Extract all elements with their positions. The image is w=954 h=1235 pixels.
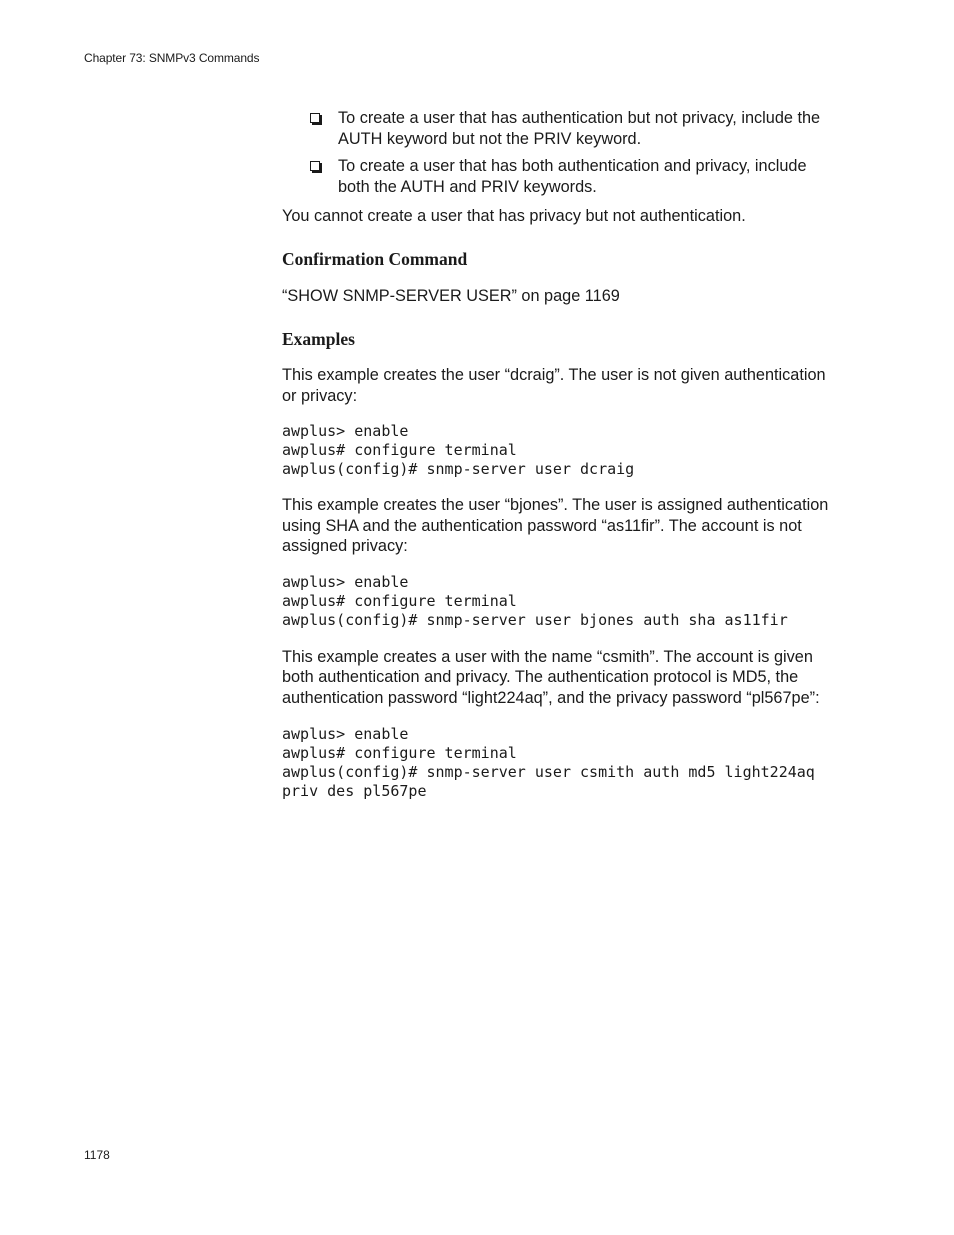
code-line: awplus(config)# snmp-server user csmith auth md5 light224aq xyxy=(282,763,815,781)
examples-heading: Examples xyxy=(282,329,355,349)
confirmation-heading: Confirmation Command xyxy=(282,248,468,269)
checkbox-bullet-icon xyxy=(310,161,320,171)
code-line: awplus# configure terminal xyxy=(282,591,517,610)
bullet-text: To create a user that has both authentication and privacy, include both the AUTH and PRIV keywords. xyxy=(338,157,807,196)
note-paragraph: You cannot create a user that has privacy but not authentication. xyxy=(282,207,746,225)
code-line: awplus> enable xyxy=(282,422,409,440)
running-header: Chapter 73: SNMPv3 Commands xyxy=(84,51,260,65)
code-line: awplus# configure terminal xyxy=(282,441,517,459)
example-description: This example creates a user with the name “csmith”. The account is given both authentication and privacy. The authentication protocol is MD5, the authentication password “light224aq”, and the privacy password “pl567pe”: xyxy=(282,647,820,707)
bullet-list xyxy=(282,108,842,197)
list-item xyxy=(282,156,842,197)
page-number: 1178 xyxy=(84,1148,110,1162)
code-block xyxy=(282,573,842,630)
code-line: awplus> enable xyxy=(282,725,409,743)
example-description: This example creates the user “bjones”. The user is assigned authentication using SHA and the authentication password “as11fir”. The account is not assigned privacy: xyxy=(282,496,829,555)
list-item xyxy=(282,108,842,149)
code-line: priv des pl567pe xyxy=(282,782,427,800)
page-content xyxy=(282,108,842,801)
code-line: awplus# configure terminal xyxy=(282,744,517,762)
checkbox-bullet-icon xyxy=(310,113,320,123)
code-line: awplus(config)# snmp-server user dcraig xyxy=(282,460,635,478)
example-description: This example creates the user “dcraig”. The user is not given authentication or privacy: xyxy=(282,366,826,405)
confirmation-link[interactable]: “SHOW SNMP-SERVER USER” on page 1169 xyxy=(282,286,620,305)
code-block xyxy=(282,725,842,801)
code-line: awplus(config)# snmp-server user bjones auth sha as11fir xyxy=(282,610,788,629)
code-block xyxy=(282,422,842,479)
bullet-text: To create a user that has authentication but not privacy, include the AUTH keyword but not the PRIV keyword. xyxy=(338,109,821,148)
code-line: awplus> enable xyxy=(282,572,409,591)
